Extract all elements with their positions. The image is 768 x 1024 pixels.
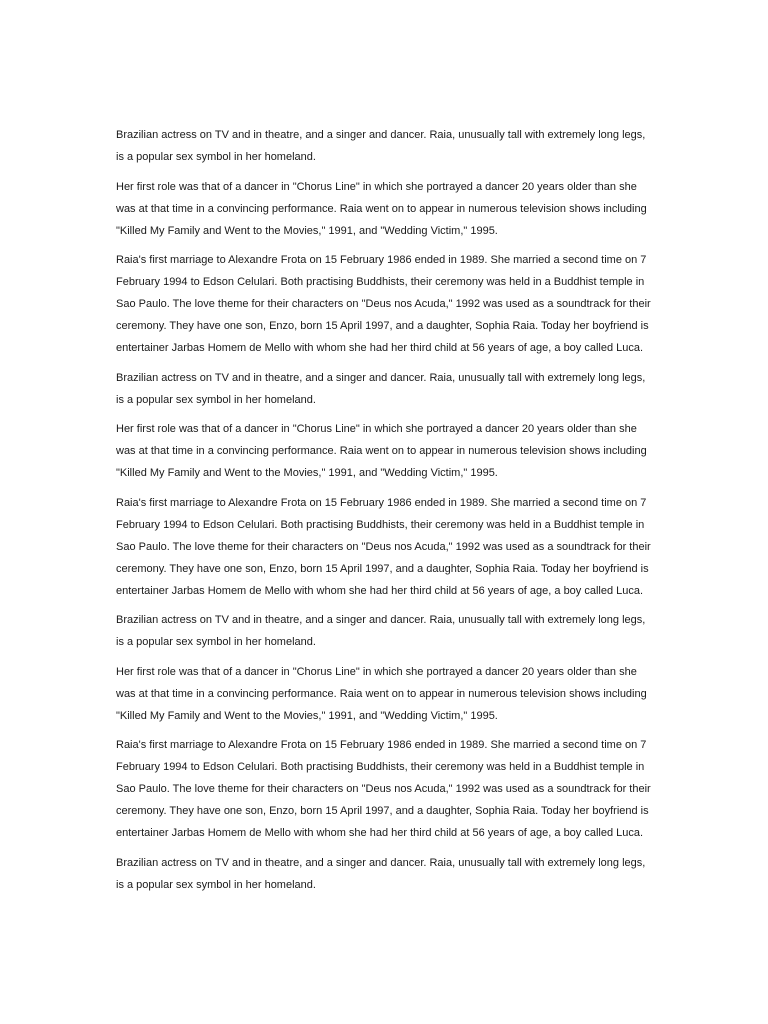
document-body: [116, 124, 656, 903]
paragraph-7: Brazilian actress on TV and in theatre, and a singer and dancer. Raia, unusually tall with extremely long legs, is a popular sex symbol in her homeland.: [116, 614, 646, 648]
paragraph-9: Raia's first marriage to Alexandre Frota on 15 February 1986 ended in 1989. She married a second time on 7 February 1994 to Edson Celulari. Both practising Buddhists, their ceremony was held in a Buddhist temple in Sao Paulo. The love theme for their characters on "Deus nos Acuda," 1992 was used as a soundtrack for their ceremony. They have one son, Enzo, born 15 April 1997, and a daughter, Sophia Raia. Today her boyfriend is entertainer Jarbas Homem de Mello with whom she had her third child at 56 years of age, a boy called Luca.: [116, 739, 651, 839]
paragraph-10: Brazilian actress on TV and in theatre, and a singer and dancer. Raia, unusually tall with extremely long legs, is a popular sex symbol in her homeland.: [116, 856, 646, 891]
paragraph-5: Her first role was that of a dancer in "Chorus Line" in which she portrayed a dancer 20 years older than she was at that time in a convincing performance. Raia went on to appear in numerous television shows including "Killed My Family and Went to the Movies," 1991, and "Wedding Victim," 1995.: [116, 423, 647, 479]
paragraph-4: Brazilian actress on TV and in theatre, and a singer and dancer. Raia, unusually tall with extremely long legs, is a popular sex symbol in her homeland.: [116, 371, 646, 406]
paragraph-1: Brazilian actress on TV and in theatre, and a singer and dancer. Raia, unusually tall with extremely long legs, is a popular sex symbol in her homeland.: [116, 129, 646, 163]
paragraph-3: Raia's first marriage to Alexandre Frota on 15 February 1986 ended in 1989. She married a second time on 7 February 1994 to Edson Celulari. Both practising Buddhists, their ceremony was held in a Buddhist temple in Sao Paulo. The love theme for their characters on "Deus nos Acuda," 1992 was used as a soundtrack for their ceremony. They have one son, Enzo, born 15 April 1997, and a daughter, Sophia Raia. Today her boyfriend is entertainer Jarbas Homem de Mello with whom she had her third child at 56 years of age, a boy called Luca.: [116, 254, 651, 354]
paragraph-2: Her first role was that of a dancer in "Chorus Line" in which she portrayed a dancer 20 years older than she was at that time in a convincing performance. Raia went on to appear in numerous television shows including "Killed My Family and Went to the Movies," 1991, and "Wedding Victim," 1995.: [116, 180, 647, 237]
paragraph-6: Raia's first marriage to Alexandre Frota on 15 February 1986 ended in 1989. She married a second time on 7 February 1994 to Edson Celulari. Both practising Buddhists, their ceremony was held in a Buddhist temple in Sao Paulo. The love theme for their characters on "Deus nos Acuda," 1992 was used as a soundtrack for their ceremony. They have one son, Enzo, born 15 April 1997, and a daughter, Sophia Raia. Today her boyfriend is entertainer Jarbas Homem de Mello with whom she had her third child at 56 years of age, a boy called Luca.: [116, 496, 651, 597]
paragraph-8: Her first role was that of a dancer in "Chorus Line" in which she portrayed a dancer 20 years older than she was at that time in a convincing performance. Raia went on to appear in numerous television shows including "Killed My Family and Went to the Movies," 1991, and "Wedding Victim," 1995.: [116, 665, 647, 722]
